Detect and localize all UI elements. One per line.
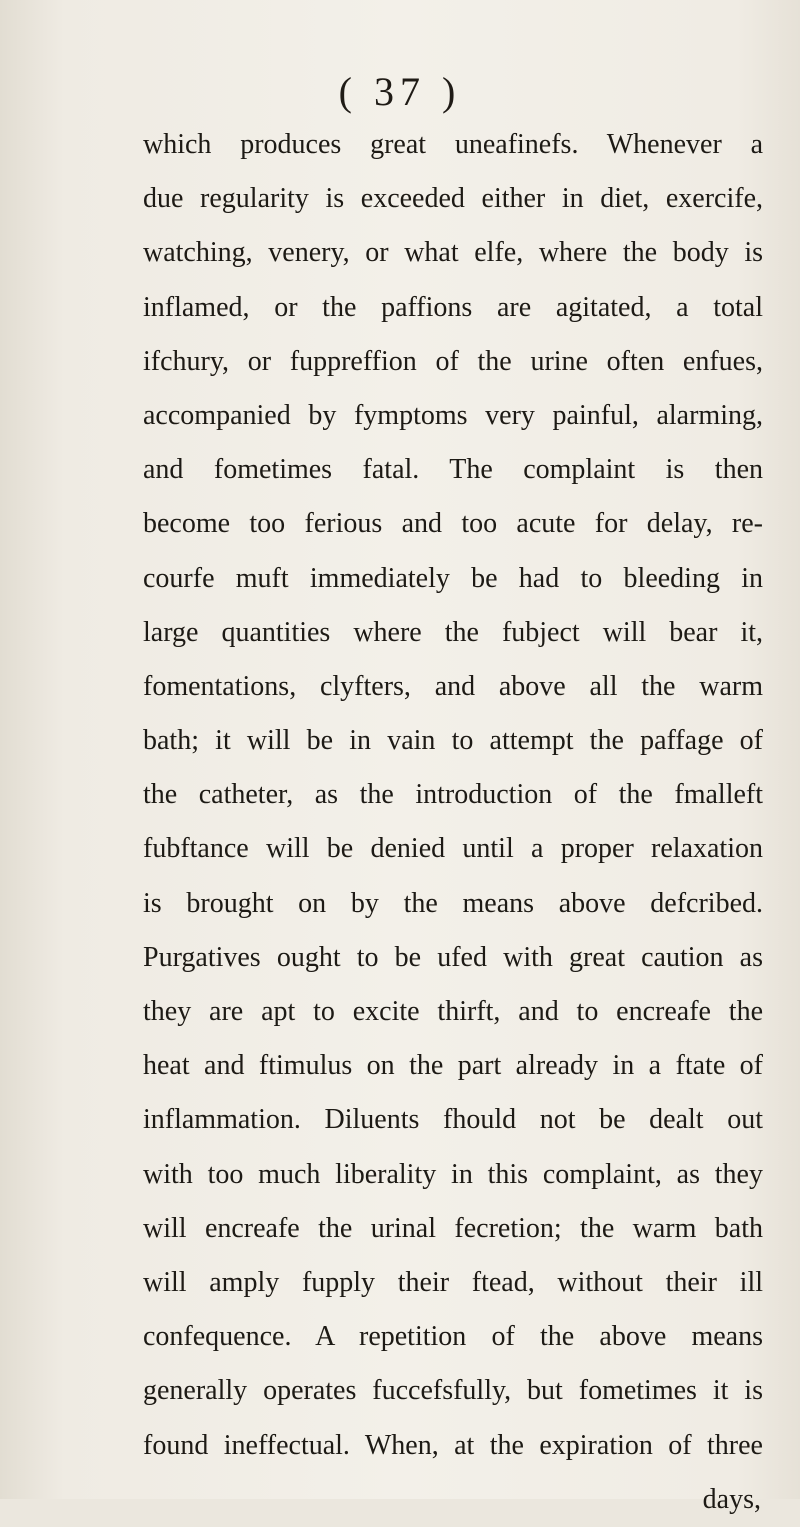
text-line: Purgatives ought to be ufed with great caution as bbox=[143, 941, 763, 973]
text-line: become too ferious and too acute for delay, re- bbox=[143, 508, 763, 540]
text-line: and fometimes fatal. The complaint is then bbox=[143, 454, 763, 486]
page-number: ( 37 ) bbox=[338, 69, 462, 114]
text-line: which produces great uneafinefs. Whenever a bbox=[143, 129, 763, 160]
text-line: ifchury, or fuppreffion of the urine often enfues, bbox=[143, 345, 763, 377]
text-line: confequence. A repetition of the above means bbox=[143, 1321, 763, 1353]
text-line: due regularity is exceeded either in diet, exercife, bbox=[143, 183, 763, 215]
text-line: watching, venery, or what elfe, where the body is bbox=[143, 237, 763, 269]
text-line: bath; it will be in vain to attempt the paffage of bbox=[143, 725, 763, 757]
text-line: large quantities where the fubject will bear it, bbox=[143, 616, 763, 648]
text-line: heat and ftimulus on the part already in a ftate of bbox=[143, 1050, 763, 1082]
body-text bbox=[143, 118, 763, 1527]
text-line: will amply fupply their ftead, without their ill bbox=[143, 1266, 763, 1298]
text-line: they are apt to excite thirft, and to encreafe the bbox=[143, 996, 763, 1027]
text-line: fomentations, clyfters, and above all the warm bbox=[143, 670, 763, 702]
text-line: found ineffectual. When, at the expiration of three bbox=[143, 1429, 763, 1461]
text-line: will encreafe the urinal fecretion; the warm bath bbox=[143, 1212, 763, 1244]
text-line: fubftance will be denied until a proper relaxation bbox=[143, 833, 763, 865]
text-line: inflammation. Diluents fhould not be dealt out bbox=[143, 1104, 763, 1136]
text-line: inflamed, or the paffions are agitated, a total bbox=[143, 291, 763, 323]
text-line: accompanied by fymptoms very painful, alarming, bbox=[143, 399, 763, 431]
catchword: days, bbox=[702, 1483, 761, 1515]
text-line: the catheter, as the introduction of the fmalleft bbox=[143, 779, 763, 811]
text-line: with too much liberality in this complaint, as they bbox=[143, 1158, 763, 1190]
text-line: courfe muft immediately be had to bleeding in bbox=[143, 562, 763, 594]
text-line: generally operates fuccefsfully, but fometimes it is bbox=[143, 1375, 763, 1407]
text-line: is brought on by the means above defcribed. bbox=[143, 887, 763, 919]
